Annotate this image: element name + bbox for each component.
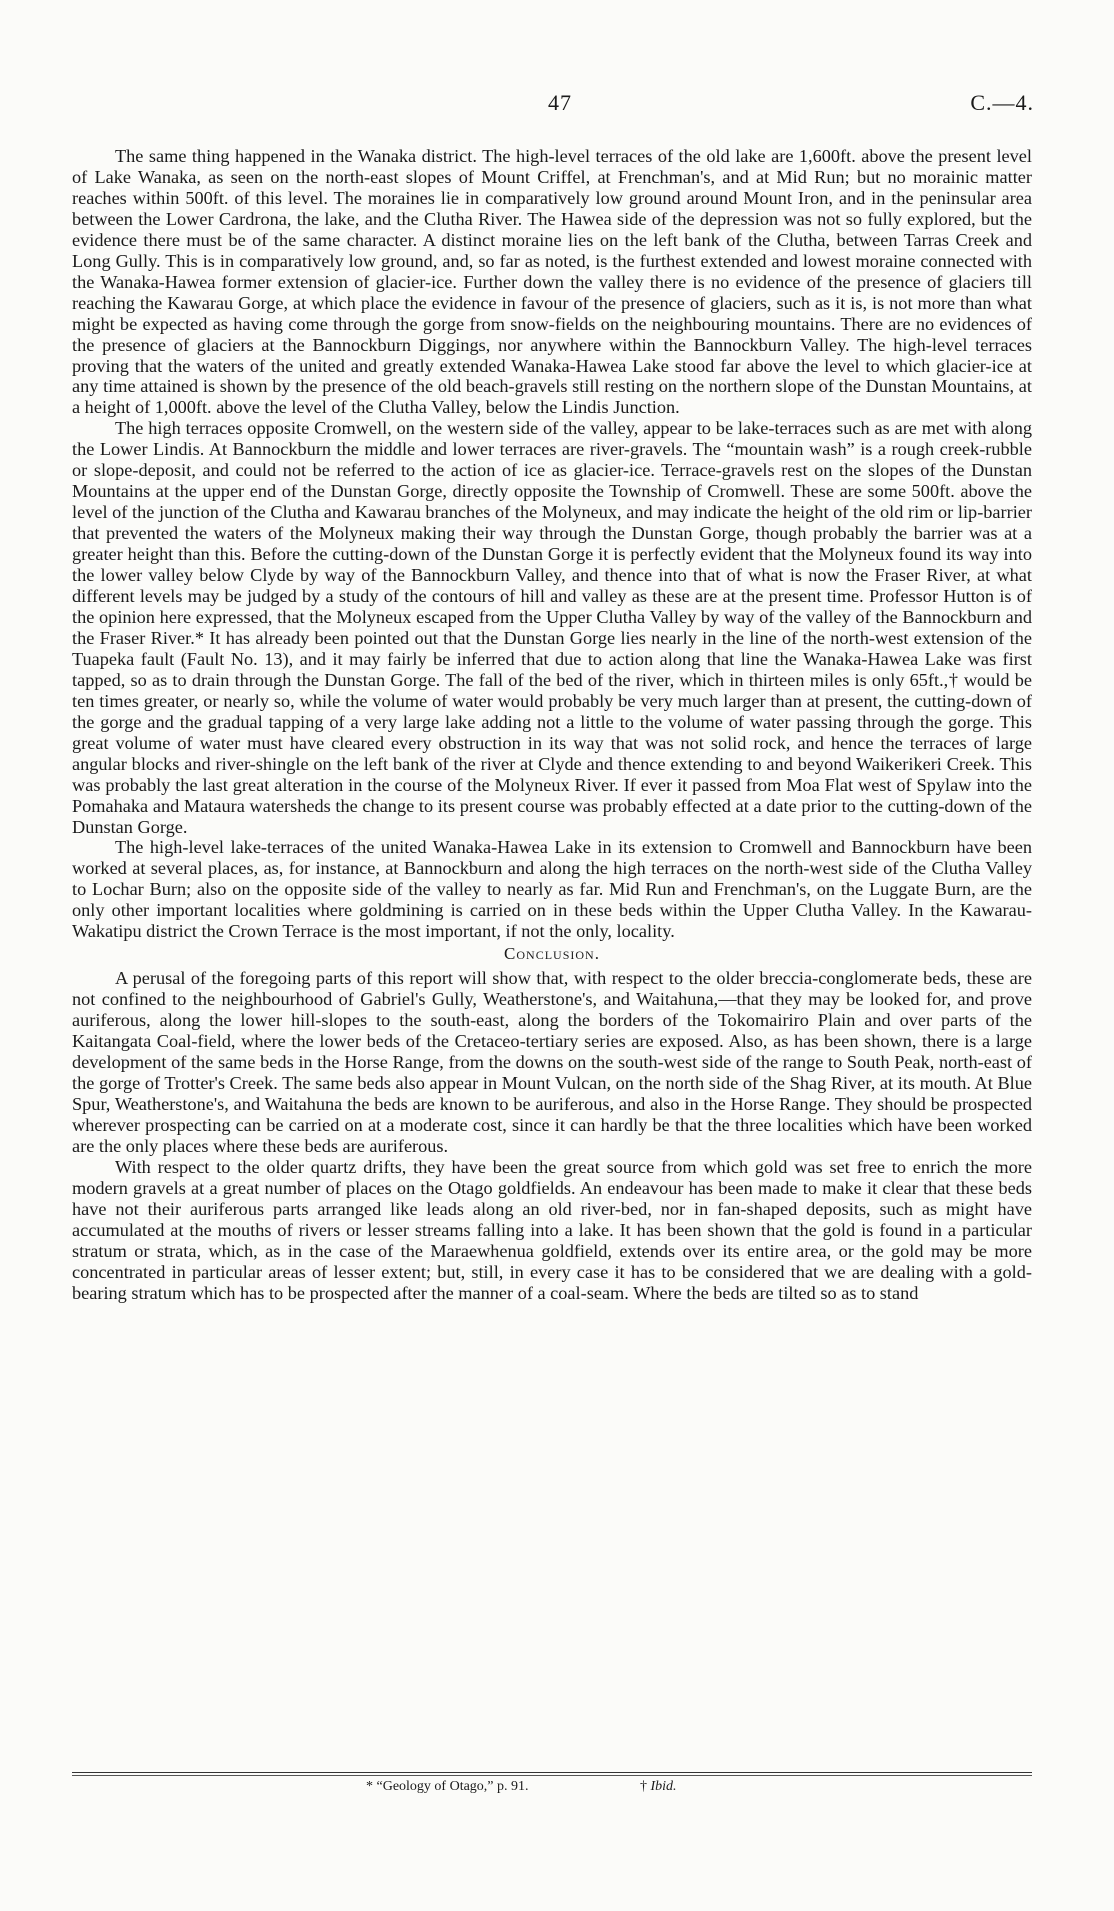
page-header	[0, 90, 1114, 120]
footnote-ibid	[640, 1779, 677, 1795]
paragraph-wanaka: The same thing happened in the Wanaka district. The high-level terraces of the old lake are 1,600ft. above the present level of Lake Wanaka, as seen on the north-east slopes of Mount Criffel, at Frenchman's, and at Mid Run; but no morainic matter reaches within 500ft. of this level. The moraines lie in comparatively low ground around Mount Iron, and in the peninsular area between the Lower Cardrona, the lake, and the Clutha River. The Hawea side of the depression was not so fully explored, but the evidence there must be of the same character. A distinct moraine lies on the left bank of the Clutha, between Tarras Creek and Long Gully. This is in comparatively low ground, and, so far as noted, is the furthest extended and lowest moraine connected with the Wanaka-Hawea former extension of glacier-ice. Further down the valley there is no evidence of the presence of glaciers till reaching the Kawarau Gorge, at which place the evidence in favour of the presence of glaciers, such as it is, is not more than what might be expected as having come through the gorge from snow-fields on the neighbouring mountains. There are no evidences of the presence of glaciers at the Bannockburn Diggings, nor anywhere within the Bannockburn Valley. The high-level terraces proving that the waters of the united and greatly extended Wanaka-Hawea Lake stood far above the level to which glacier-ice at any time attained is shown by the presence of the old beach-gravels still resting on the northern slope of the Dunstan Mountains, at a height of 1,000ft. above the level of the Clutha Valley, below the Lindis Junction.	[72, 146, 1032, 418]
paragraph-conclusion-breccia: A perusal of the foregoing parts of this report will show that, with respect to the older breccia-conglomerate beds, these are not confined to the neighbourhood of Gabriel's Gully, Weatherstone's, and Waitahuna,—that they may be looked for, and prove auriferous, along the lower hill-slopes to the south-east, along the borders of the Tokomairiro Plain and over parts of the Kaitangata Coal-field, where the lower beds of the Cretaceo-tertiary series are exposed. Also, as has been shown, there is a large development of the same beds in the Horse Range, from the downs on the south-west side of the range to South Peak, north-east of the gorge of Trotter's Creek. The same beds also appear in Mount Vulcan, on the north side of the Shag River, at its mouth. At Blue Spur, Weatherstone's, and Waitahuna the beds are known to be auriferous, and also in the Horse Range. They should be prospected wherever prospecting can be carried on at a moderate cost, since it can hardly be that the three localities which have been worked are the only places where these beds are auriferous.	[72, 968, 1032, 1156]
footnote-divider	[72, 1772, 1032, 1773]
paragraph-conclusion-quartz: With respect to the older quartz drifts, they have been the great source from which gold was set free to enrich the more modern gravels at a great number of places on the Otago goldfields. An endeavour has been made to make it clear that these beds have not their auriferous parts arranged like leads along an old river-bed, nor in fan-shaped deposits, such as might have accumulated at the mouths of rivers or lesser streams falling into a lake. It has been shown that the gold is found in a particular stratum or strata, which, as in the case of the Maraewhenua goldfield, extends over its entire area, or the gold may be more concentrated in particular areas of lesser extent; but, still, in every case it has to be considered that we are dealing with a gold-bearing stratum which has to be prospected after the manner of a coal-seam. Where the beds are tilted so as to stand	[72, 1156, 1032, 1303]
footnotes	[0, 1779, 1114, 1801]
paragraph-lake-terraces: The high-level lake-terraces of the united Wanaka-Hawea Lake in its extension to Cromwell and Bannockburn have been worked at several places, as, for instance, at Bannockburn and along the high terraces on the north-west side of the Clutha Valley to Lochar Burn; also on the opposite side of the valley to nearly as far. Mid Run and Frenchman's, on the Luggate Burn, are the only other important localities where goldmining is carried on in these beds within the Upper Clutha Valley. In the Kawarau-Wakatipu district the Crown Terrace is the most important, if not the only, locality.	[72, 837, 1032, 942]
page-reference: C.—4.	[970, 90, 1034, 115]
footnote-geology-of-otago: * “Geology of Otago,” p. 91.	[366, 1779, 529, 1794]
paragraph-cromwell: The high terraces opposite Cromwell, on the western side of the valley, appear to be lake-terraces such as are met with along the Lower Lindis. At Bannockburn the middle and lower terraces are river-gravels. The “mountain wash” is a rough creek-rubble or slope-deposit, and could not be referred to the action of ice as glacier-ice. Terrace-gravels rest on the slopes of the Dunstan Mountains at the upper end of the Dunstan Gorge, directly opposite the Township of Cromwell. These are some 500ft. above the level of the junction of the Clutha and Kawarau branches of the Molyneux, and may indicate the height of the old rim or lip-barrier that prevented the waters of the Molyneux making their way through the Dunstan Gorge, though probably the barrier was at a greater height than this. Before the cutting-down of the Dunstan Gorge it is perfectly evident that the Molyneux found its way into the lower valley below Clyde by way of the Bannockburn Valley, and thence into that of what is now the Fraser River, at what different levels may be judged by a study of the contours of hill and valley as these are at the present time. Professor Hutton is of the opinion here expressed, that the Molyneux escaped from the Upper Clutha Valley by way of the valley of the Bannockburn and the Fraser River.* It has already been pointed out that the Dunstan Gorge lies nearly in the line of the north-west extension of the Tuapeka fault (Fault No. 13), and it may fairly be inferred that due to action along that line the Wanaka-Hawea Lake was first tapped, so as to drain through the Dunstan Gorge. The fall of the bed of the river, which in thirteen miles is only 65ft.,† would be ten times greater, or nearly so, while the volume of water would probably be very much larger than at present, the cutting-down of the gorge and the gradual tapping of a very large lake adding not a little to the volume of water passing through the gorge. This great volume of water must have cleared every obstruction in its way that was not solid rock, and hence the terraces of large angular blocks and river-shingle on the left bank of the river at Clyde and thence extending to and beyond Waikerikeri Creek. This was probably the last great alteration in the course of the Molyneux River. If ever it passed from Moa Flat west of Spylaw into the Pomahaka and Mataura watersheds the change to its present course was probably effected at a date prior to the cutting-down of the Dunstan Gorge.	[72, 418, 1032, 837]
footnote-dagger-mark: †	[640, 1779, 647, 1794]
body-text	[72, 146, 1032, 1303]
page-number: 47	[548, 90, 572, 115]
footnote-ibid-text: Ibid.	[650, 1779, 677, 1794]
conclusion-heading: Conclusion.	[504, 944, 600, 964]
footnote-divider-secondary	[72, 1775, 1032, 1776]
